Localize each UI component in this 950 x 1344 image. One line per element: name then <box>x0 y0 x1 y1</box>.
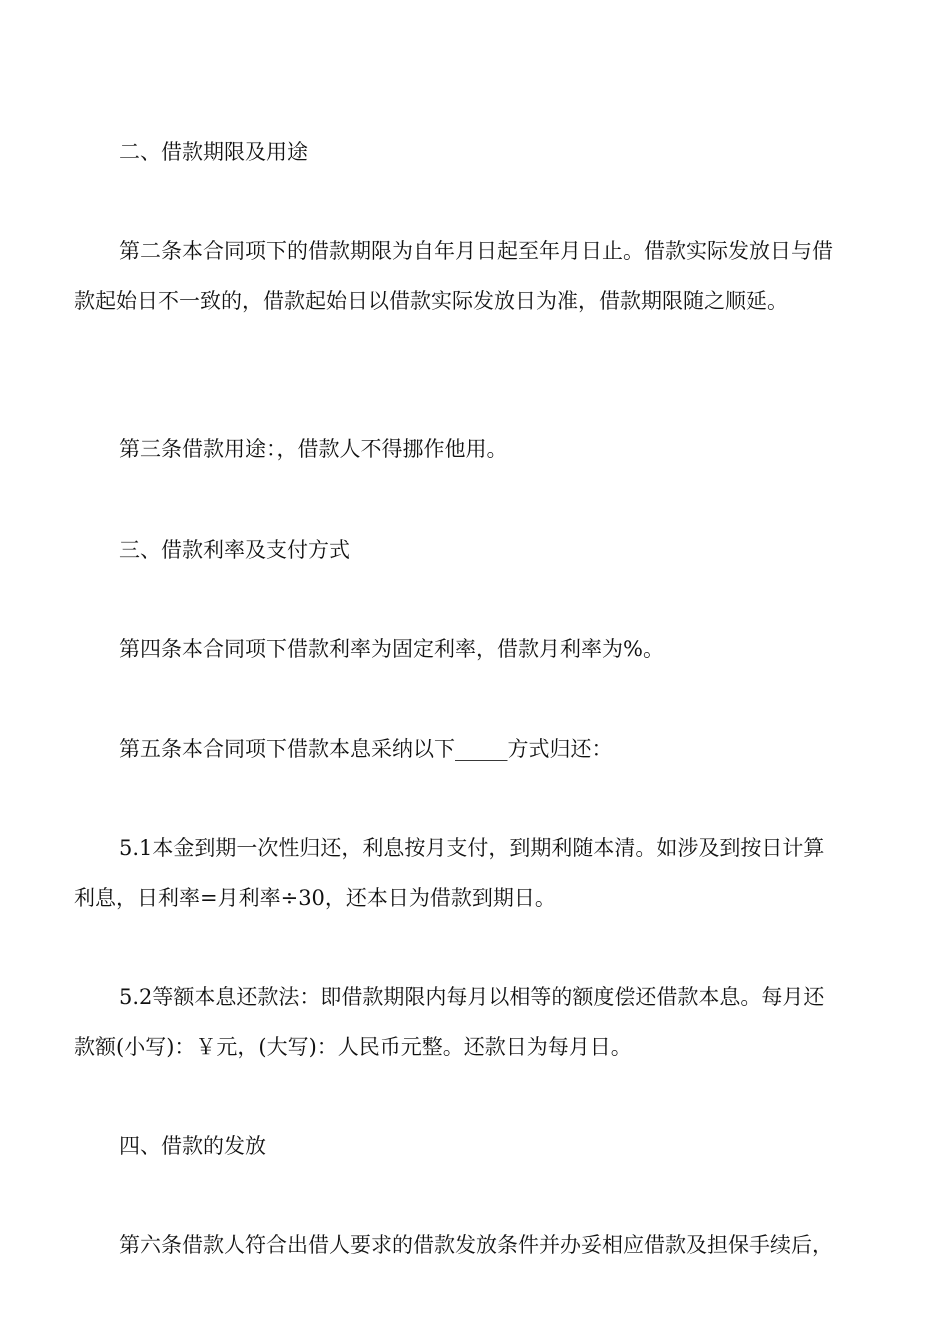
clause-5-1-line-2: 利息，日利率=月利率÷30，还本日为借款到期日。 <box>74 886 556 910</box>
article-6-line-1: 第六条借款人符合出借人要求的借款发放条件并办妥相应借款及担保手续后， <box>119 1233 833 1257</box>
clause-5-1-line-1: 5.1本金到期一次性归还，利息按月支付，到期利随本清。如涉及到按日计算 <box>119 836 825 860</box>
clause-5-2-line-1: 5.2等额本息还款法：即借款期限内每月以相等的额度偿还借款本息。每月还 <box>119 985 825 1009</box>
section-3-heading: 三、借款利率及支付方式 <box>119 538 350 562</box>
article-5: 第五条本合同项下借款本息采纳以下_____方式归还： <box>119 737 613 761</box>
article-3: 第三条借款用途：，借款人不得挪作他用。 <box>119 437 508 461</box>
clause-5-2-line-2: 款额(小写)：￥元，(大写)：人民币元整。还款日为每月日。 <box>74 1035 632 1059</box>
article-4: 第四条本合同项下借款利率为固定利率，借款月利率为%。 <box>119 637 664 661</box>
section-2-heading: 二、借款期限及用途 <box>119 140 308 164</box>
section-4-heading: 四、借款的发放 <box>119 1134 266 1158</box>
article-2-line-2: 款起始日不一致的，借款起始日以借款实际发放日为准，借款期限随之顺延。 <box>74 289 788 313</box>
article-2-line-1: 第二条本合同项下的借款期限为自年月日起至年月日止。借款实际发放日与借 <box>119 239 833 263</box>
